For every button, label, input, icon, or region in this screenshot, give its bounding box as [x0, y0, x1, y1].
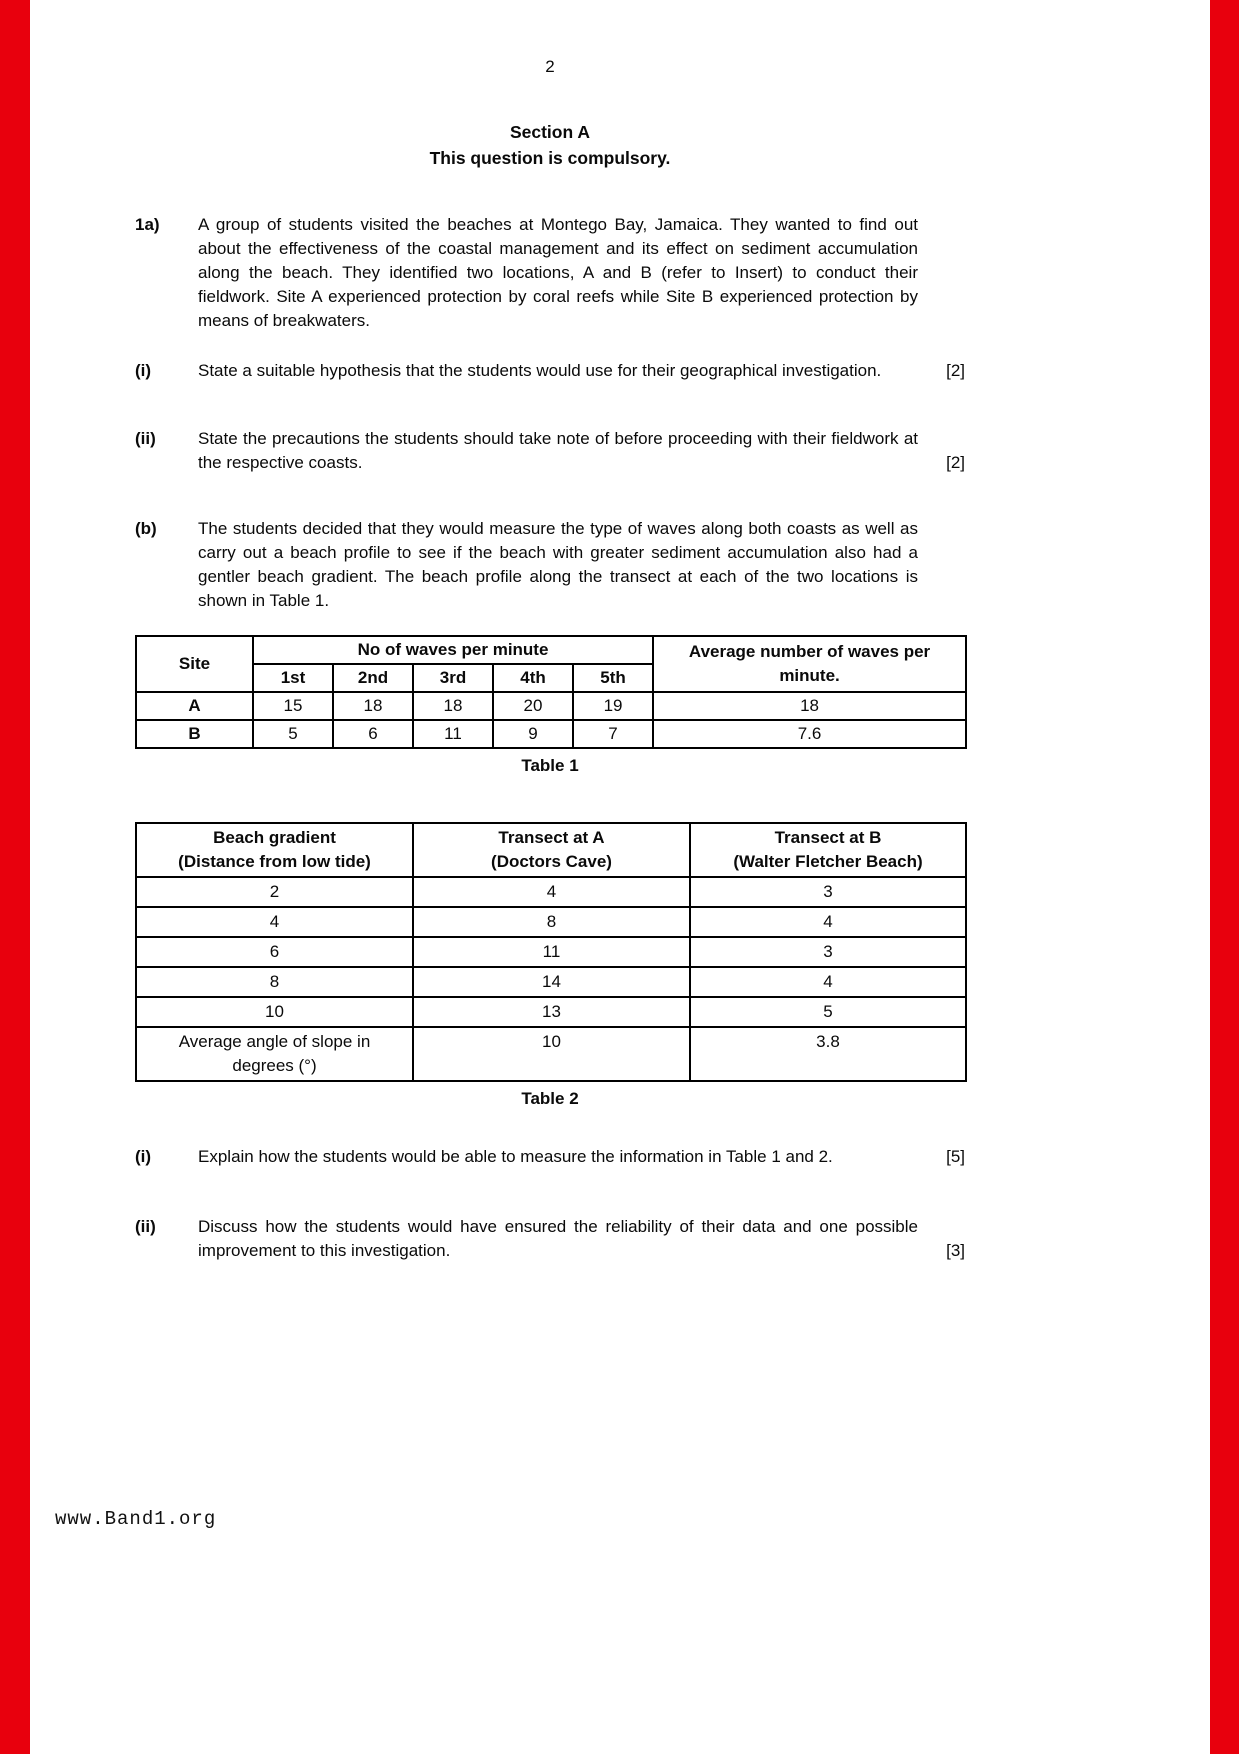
marks-badge: [3] — [946, 1241, 965, 1260]
table-row — [136, 937, 966, 967]
question-1b-i-label: (i) — [135, 1147, 152, 1166]
table-cell — [136, 1027, 413, 1081]
footer-watermark: www.Band1.org — [55, 1508, 217, 1530]
table-cell: 8 — [413, 907, 690, 937]
table-header-cell: 4th — [493, 664, 573, 692]
table-cell: A — [136, 692, 253, 720]
table-cell: 11 — [413, 937, 690, 967]
table-row — [136, 823, 966, 877]
cell-line: Average angle of slope in — [178, 1032, 371, 1051]
question-1a-ii-text: State the precautions the students should take note of before proceeding with their fieldwork at the respective coasts. — [198, 429, 918, 472]
question-1a-i — [135, 359, 965, 383]
question-1b-i — [135, 1145, 965, 1169]
table-header-cell: 5th — [573, 664, 653, 692]
table-header-cell — [690, 823, 966, 877]
table-cell: 3 — [690, 877, 966, 907]
table-cell: 6 — [136, 937, 413, 967]
table-cell: 11 — [413, 720, 493, 748]
section-title: Section A — [509, 122, 591, 142]
table-cell: 7.6 — [653, 720, 966, 748]
table-cell: 20 — [493, 692, 573, 720]
table-cell: 4 — [413, 877, 690, 907]
header-line: Transect at B — [774, 828, 882, 847]
table-row — [136, 636, 966, 664]
page-number: 2 — [545, 57, 555, 76]
gradient-table — [135, 822, 967, 1082]
table-header-cell — [413, 823, 690, 877]
question-1b-label: (b) — [135, 519, 157, 538]
table-header-cell: Average number of waves per minute. — [653, 636, 966, 692]
table-cell: 18 — [333, 692, 413, 720]
table-cell: 18 — [653, 692, 966, 720]
question-1b-ii-text: Discuss how the students would have ensured the reliability of their data and one possible improvement to this investigation. — [198, 1217, 918, 1260]
table-cell: 19 — [573, 692, 653, 720]
marks-badge: [2] — [946, 361, 965, 380]
table-cell: 10 — [136, 997, 413, 1027]
table-row — [136, 1027, 966, 1081]
header-line: Transect at A — [498, 828, 605, 847]
table-cell: 18 — [413, 692, 493, 720]
question-1b-ii — [135, 1215, 965, 1263]
table-row — [136, 720, 966, 748]
table-row — [136, 997, 966, 1027]
table-2-caption: Table 2 — [521, 1089, 579, 1108]
section-subtitle: This question is compulsory. — [429, 148, 671, 168]
table-cell: 9 — [493, 720, 573, 748]
table-cell: 5 — [253, 720, 333, 748]
table-cell: 4 — [136, 907, 413, 937]
question-1b-ii-label: (ii) — [135, 1217, 156, 1236]
table-cell: 7 — [573, 720, 653, 748]
table-cell: 6 — [333, 720, 413, 748]
marks-badge: [5] — [946, 1147, 965, 1166]
table-cell: 4 — [690, 967, 966, 997]
question-1a-ii — [135, 427, 965, 475]
table-header-cell: Site — [136, 636, 253, 692]
table-header-cell: No of waves per minute — [253, 636, 653, 664]
cell-line: degrees (°) — [232, 1056, 317, 1075]
marks-badge: [2] — [946, 453, 965, 472]
table-1-caption: Table 1 — [521, 756, 579, 775]
table-cell: 3 — [690, 937, 966, 967]
table-row — [136, 877, 966, 907]
table-row — [136, 907, 966, 937]
question-1a-label: 1a) — [135, 215, 160, 234]
table-cell: 2 — [136, 877, 413, 907]
table-cell: 5 — [690, 997, 966, 1027]
document-page — [30, 0, 1210, 1754]
question-1a-i-text: State a suitable hypothesis that the students would use for their geographical investigation. — [198, 361, 882, 380]
question-1a-ii-label: (ii) — [135, 429, 156, 448]
question-1b — [135, 517, 965, 613]
table-cell: 15 — [253, 692, 333, 720]
table-header-cell — [136, 823, 413, 877]
table-cell: B — [136, 720, 253, 748]
table-cell: 13 — [413, 997, 690, 1027]
header-line: Beach gradient — [213, 828, 336, 847]
table-header-cell: 3rd — [413, 664, 493, 692]
table-row — [136, 967, 966, 997]
question-1b-text: The students decided that they would measure the type of waves along both coasts as well as carry out a beach profile to see if the beach with greater sediment accumulation also had a gentler beach gradient. The beach profile along the transect at each of the two locations is shown in Table 1. — [198, 519, 918, 610]
question-1a-i-label: (i) — [135, 361, 152, 380]
waves-table — [135, 635, 967, 749]
question-1a — [135, 213, 965, 333]
table-cell: 3.8 — [690, 1027, 966, 1081]
question-1a-text: A group of students visited the beaches at Montego Bay, Jamaica. They wanted to find out about the effectiveness of the coastal management and its effect on sediment accumulation along the beach. They identified two locations, A and B (refer to Insert) to conduct their fieldwork. Site A experienced protection by coral reefs while Site B experienced protection by means of breakwaters. — [198, 215, 918, 330]
table-header-cell: 2nd — [333, 664, 413, 692]
table-header-cell: 1st — [253, 664, 333, 692]
question-1b-i-text: Explain how the students would be able to measure the information in Table 1 and 2. — [198, 1147, 833, 1166]
table-cell: 10 — [413, 1027, 690, 1081]
table-row — [136, 692, 966, 720]
header-line: (Doctors Cave) — [491, 852, 612, 871]
table-cell: 8 — [136, 967, 413, 997]
header-line: (Walter Fletcher Beach) — [733, 852, 923, 871]
table-cell: 4 — [690, 907, 966, 937]
header-line: (Distance from low tide) — [178, 852, 371, 871]
table-cell: 14 — [413, 967, 690, 997]
